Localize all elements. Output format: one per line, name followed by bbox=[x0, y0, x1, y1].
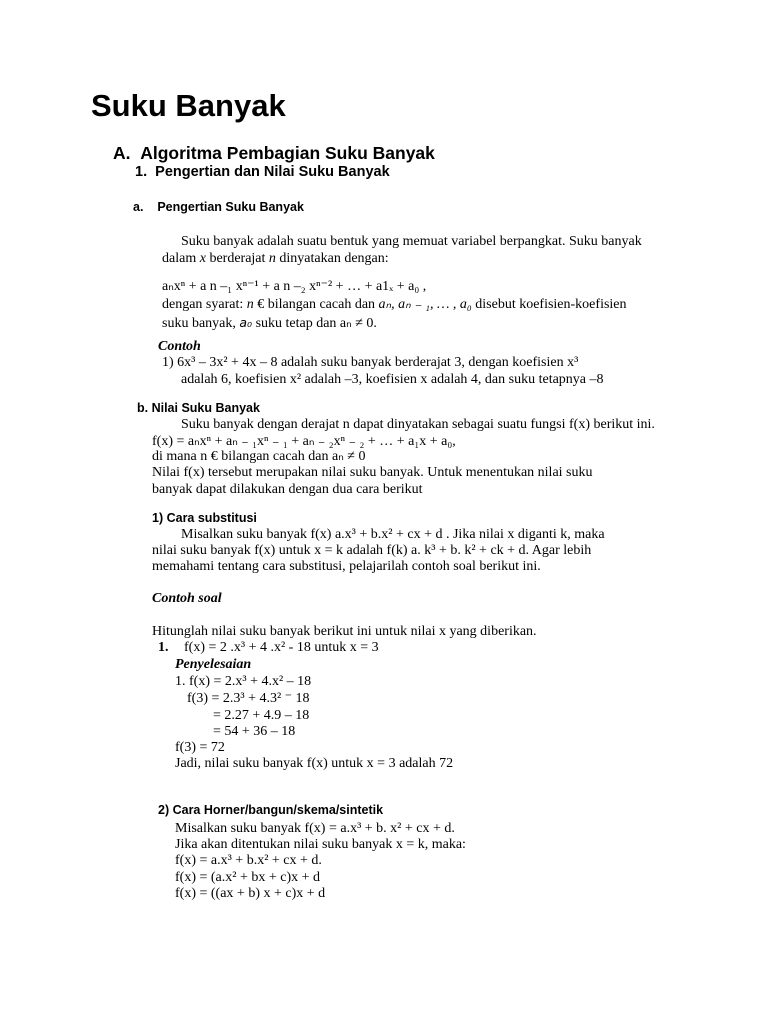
cara1-line-3: memahami tentang cara substitusi, pelajarilah contoh soal berikut ini. bbox=[152, 559, 541, 574]
nilai-line-4: Nilai f(x) tersebut merupakan nilai suku banyak. Untuk menentukan nilai suku bbox=[152, 465, 593, 480]
subsection-a-text: Pengertian Suku Banyak bbox=[157, 200, 304, 214]
contoh-soal-label: Contoh soal bbox=[152, 591, 222, 606]
contoh-label: Contoh bbox=[158, 339, 201, 354]
soal-number: 1. bbox=[158, 640, 169, 655]
solution-step-1: 1. f(x) = 2.x³ + 4.x² – 18 bbox=[175, 674, 312, 689]
general-formula: aₙxⁿ + a n –₁ xⁿ⁻¹ + a n –₂ xⁿ⁻² + … + a1ₓ + a₀ , bbox=[162, 279, 427, 294]
cara2-line-5: f(x) = ((ax + b) x + c)x + d bbox=[175, 886, 326, 901]
subsection-b-heading: b. Nilai Suku Banyak bbox=[137, 401, 260, 415]
section-a-letter: A. bbox=[113, 143, 131, 163]
cara2-line-4: f(x) = (a.x² + bx + c)x + d bbox=[175, 870, 321, 885]
cara2-line-3: f(x) = a.x³ + b.x² + cx + d. bbox=[175, 853, 322, 868]
contoh-line-2: adalah 6, koefisien x² adalah –3, koefisien x adalah 4, dan suku tetapnya –8 bbox=[181, 372, 604, 387]
solution-result: f(3) = 72 bbox=[175, 740, 225, 755]
subsection-1-heading bbox=[135, 164, 390, 180]
nilai-line-1: Suku banyak dengan derajat n dapat dinyatakan sebagai suatu fungsi f(x) berikut ini. bbox=[181, 417, 655, 432]
nilai-formula: f(x) = aₙxⁿ + aₙ ₋ ₁xⁿ ₋ ₁ + aₙ ₋ ₂xⁿ ₋ ₂ + … + a₁x + a₀, bbox=[152, 434, 456, 449]
cara2-line-2: Jika akan ditentukan nilai suku banyak x = k, maka: bbox=[175, 837, 466, 852]
soal-question: f(x) = 2 .x³ + 4 .x² - 18 untuk x = 3 bbox=[184, 640, 379, 655]
subsection-a-label: a. bbox=[133, 200, 144, 214]
cara1-line-1: Misalkan suku banyak f(x) a.x³ + b.x² + cx + d . Jika nilai x diganti k, maka bbox=[181, 527, 605, 542]
subsection-1-num: 1. bbox=[135, 164, 148, 180]
condition-line-1: dengan syarat: n € bilangan cacah dan aₙ, aₙ ₋ ₁, … , a₀ disebut koefisien-koefisien bbox=[162, 297, 627, 312]
cara-substitusi-heading: 1) Cara substitusi bbox=[152, 511, 257, 525]
nilai-line-3: di mana n € bilangan cacah dan aₙ ≠ 0 bbox=[152, 449, 366, 464]
definition-line-2: dalam x berderajat n dinyatakan dengan: bbox=[162, 251, 389, 266]
section-a-text: Algoritma Pembagian Suku Banyak bbox=[140, 143, 435, 163]
penyelesaian-label: Penyelesaian bbox=[175, 657, 252, 672]
solution-step-3: = 2.27 + 4.9 – 18 bbox=[213, 708, 310, 723]
condition-line-2: suku banyak, a₀ suku tetap dan aₙ ≠ 0. bbox=[162, 315, 377, 331]
section-a-heading bbox=[113, 143, 435, 164]
definition-line-1: Suku banyak adalah suatu bentuk yang memuat variabel berpangkat. Suku banyak bbox=[181, 234, 642, 249]
cara2-line-1: Misalkan suku banyak f(x) = a.x³ + b. x² + cx + d. bbox=[175, 821, 455, 836]
solution-conclusion: Jadi, nilai suku banyak f(x) untuk x = 3 adalah 72 bbox=[175, 756, 454, 771]
soal-intro: Hitunglah nilai suku banyak berikut ini untuk nilai x yang diberikan. bbox=[152, 624, 537, 639]
cara-horner-heading: 2) Cara Horner/bangun/skema/sintetik bbox=[158, 803, 384, 817]
cara1-line-2: nilai suku banyak f(x) untuk x = k adalah f(k) a. k³ + b. k² + ck + d. Agar lebih bbox=[152, 543, 592, 558]
solution-step-2: f(3) = 2.3³ + 4.3² ⁻ 18 bbox=[187, 691, 310, 706]
solution-step-4: = 54 + 36 – 18 bbox=[213, 724, 296, 739]
page-title: Suku Banyak bbox=[91, 88, 286, 123]
nilai-line-5: banyak dapat dilakukan dengan dua cara berikut bbox=[152, 482, 423, 497]
subsection-1-text: Pengertian dan Nilai Suku Banyak bbox=[155, 164, 390, 180]
subsection-a-heading bbox=[133, 200, 304, 214]
contoh-line-1: 1) 6x³ – 3x² + 4x – 8 adalah suku banyak berderajat 3, dengan koefisien x³ bbox=[162, 355, 579, 370]
